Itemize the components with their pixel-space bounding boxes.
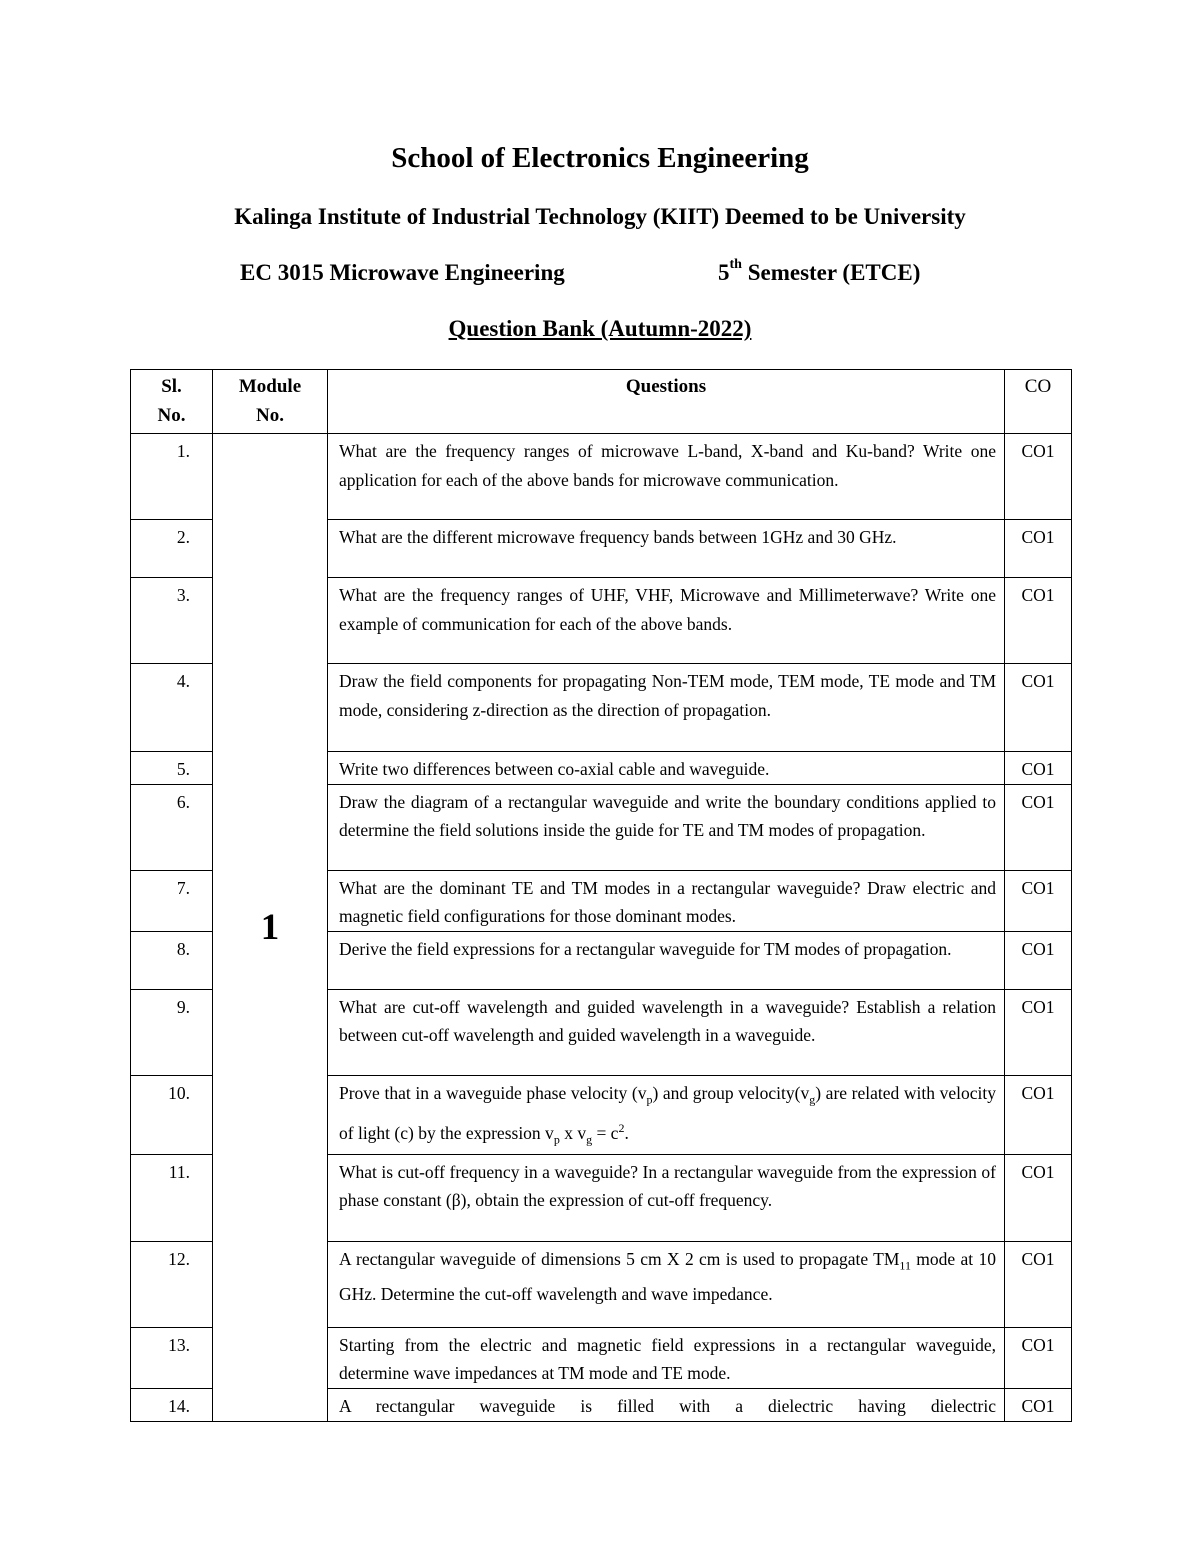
semester-text: Semester (ETCE)	[741, 260, 921, 285]
row-sl: 12.	[131, 1241, 213, 1327]
row-sl: 6.	[131, 784, 213, 870]
row-sl: 5.	[131, 752, 213, 785]
row-question: Draw the diagram of a rectangular waveguide and write the boundary conditions applied to determine the field solutions inside the guide for TE and TM modes of propagation.	[328, 784, 1005, 870]
table-header-row	[131, 370, 1072, 434]
row-sl: 10.	[131, 1075, 213, 1154]
row-question: What are cut-off wavelength and guided wavelength in a waveguide? Establish a relation between cut-off wavelength and guided wavelength in a waveguide.	[328, 989, 1005, 1075]
question-table	[130, 369, 1072, 1422]
row-question: A rectangular waveguide of dimensions 5 cm X 2 cm is used to propagate $TM_{11}$ mode at 10 GHz. Determine the cut-off wavelength and wave impedance.	[328, 1241, 1005, 1327]
row-sl: 1.	[131, 434, 213, 520]
module-number: 1	[213, 434, 328, 1422]
row-sl: 13.	[131, 1327, 213, 1388]
row-question: What are the frequency ranges of microwave L-band, X-band and Ku-band? Write one application for each of the above bands for microwave communication.	[328, 434, 1005, 520]
header-sl-no: Sl. No.	[131, 370, 213, 434]
question-bank-title: Question Bank (Autumn-2022)	[448, 316, 752, 341]
row-co: CO1	[1005, 931, 1072, 989]
institute-name: Kalinga Institute of Industrial Technology (KIIT) Deemed to be University	[234, 204, 966, 229]
row-question: What are the different microwave frequency bands between 1GHz and 30 GHz.	[328, 520, 1005, 578]
row-co: CO1	[1005, 1241, 1072, 1327]
row-co: CO1	[1005, 1388, 1072, 1421]
header-questions: Questions	[328, 370, 1005, 434]
semester-number: 5	[718, 260, 730, 285]
row-co: CO1	[1005, 784, 1072, 870]
row-co: CO1	[1005, 870, 1072, 931]
row-sl: 9.	[131, 989, 213, 1075]
row-co: CO1	[1005, 752, 1072, 785]
row-question: Write two differences between co-axial cable and waveguide.	[328, 752, 1005, 785]
row-sl: 3.	[131, 578, 213, 664]
row-sl: 11.	[131, 1154, 213, 1241]
row-sl: 7.	[131, 870, 213, 931]
row-co: CO1	[1005, 578, 1072, 664]
semester-label	[718, 257, 921, 286]
row-question: Draw the field components for propagating Non-TEM mode, TEM mode, TE mode and TM mode, considering z-direction as the direction of propagation.	[328, 664, 1005, 752]
row-sl: 14.	[131, 1388, 213, 1421]
row-co: CO1	[1005, 434, 1072, 520]
semester-ordinal: th	[729, 257, 742, 272]
school-title: School of Electronics Engineering	[391, 142, 809, 174]
row-question: A rectangular waveguide is filled with a dielectric having dielectric	[328, 1388, 1005, 1421]
header-module-no: Module No.	[213, 370, 328, 434]
row-question: What are the frequency ranges of UHF, VHF, Microwave and Millimeterwave? Write one example of communication for each of the above bands.	[328, 578, 1005, 664]
header-co: CO	[1005, 370, 1072, 434]
row-co: CO1	[1005, 989, 1072, 1075]
row-co: CO1	[1005, 1327, 1072, 1388]
row-co: CO1	[1005, 520, 1072, 578]
row-question: What are the dominant TE and TM modes in a rectangular waveguide? Draw electric and magnetic field configurations for those dominant modes.	[328, 870, 1005, 931]
row-sl: 8.	[131, 931, 213, 989]
row-sl: 2.	[131, 520, 213, 578]
row-question: Prove that in a waveguide phase velocity $(v_p)$ and group $velocity(v_g)$ are related with velocity of light (c) by the expression $v_p$ x $v_g = c^2$.	[328, 1075, 1005, 1154]
row-co: CO1	[1005, 1154, 1072, 1241]
table-row	[131, 434, 1072, 520]
row-sl: 4.	[131, 664, 213, 752]
row-question: What is cut-off frequency in a waveguide? In a rectangular waveguide from the expression of phase constant (β), obtain the expression of cut-off frequency.	[328, 1154, 1005, 1241]
course-title: EC 3015 Microwave Engineering	[240, 260, 565, 285]
row-co: CO1	[1005, 1075, 1072, 1154]
row-co: CO1	[1005, 664, 1072, 752]
row-question: Starting from the electric and magnetic field expressions in a rectangular waveguide, determine wave impedances at TM mode and TE mode.	[328, 1327, 1005, 1388]
row-question: Derive the field expressions for a rectangular waveguide for TM modes of propagation.	[328, 931, 1005, 989]
